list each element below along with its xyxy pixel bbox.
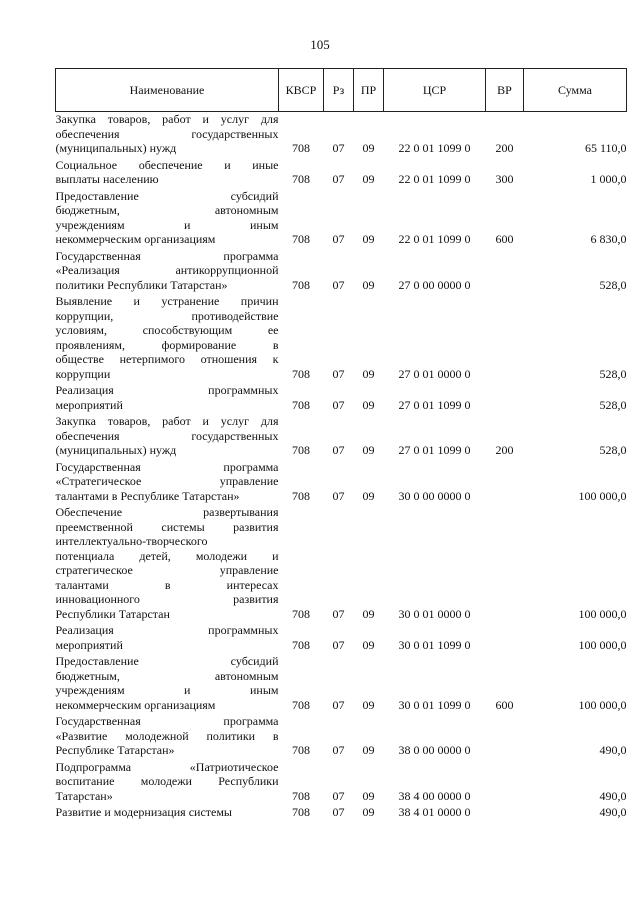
cell-vr: 200 [495,141,514,155]
cell-name-line: Государственная программа [55,714,279,728]
cell-name-line: учреждениям и иным [55,217,279,232]
table-row [56,805,627,822]
cell-name [56,805,279,822]
cell-sum: 528,0 [599,366,627,381]
cell-kvsr: 708 [292,172,310,186]
cell-sum: 528,0 [599,277,627,292]
cell-name-line: Закупка товаров, работ и услуг для [55,112,279,126]
cell-csr: 30 0 01 1099 0 [398,697,471,712]
cell-name-line: бюджетным, автономным [55,668,279,683]
cell-kvsr: 708 [292,277,310,292]
cell-vr [486,294,524,383]
cell-sum: 100 000,0 [578,697,627,712]
cell-pr: 09 [362,743,375,757]
column-header-rz: Рз [324,69,354,112]
table-row [56,414,627,460]
cell-name-line: обществе нетерпимого отношения к [55,352,279,366]
cell-csr: 38 4 01 0000 0 [398,805,471,819]
cell-sum: 490,0 [599,743,627,757]
cell-vr [486,760,524,806]
cell-name-line: талантами в интересах [55,577,279,592]
cell-name-line: обеспечения государственных [55,126,279,141]
cell-name [56,760,279,806]
column-header-pr: ПР [354,69,384,112]
cell-vr: 600 [495,232,514,246]
cell-rz: 07 [332,637,345,652]
cell-rz: 07 [332,743,345,757]
cell-name-line: Реализация программных [55,623,279,637]
budget-table [55,68,627,822]
cell-name-line: коррупции [55,366,111,381]
cell-kvsr: 708 [292,805,310,819]
table-row [56,623,627,654]
cell-pr: 09 [362,141,375,155]
cell-sum: 100 000,0 [578,488,627,503]
cell-name-line: мероприятий [55,397,123,412]
cell-name-line: «Развитие молодежной политики в [55,728,279,743]
cell-name-line: выплаты населению [55,172,159,186]
cell-pr: 09 [362,397,375,412]
cell-pr: 09 [362,443,375,457]
cell-name [56,158,279,189]
cell-pr: 09 [362,697,375,712]
cell-csr: 27 0 00 0000 0 [398,277,471,292]
table-row [56,714,627,760]
cell-name-line: «Стратегическое управление [55,474,279,488]
cell-name-line: Государственная программа [55,459,279,474]
cell-rz: 07 [332,366,345,381]
cell-vr [486,460,524,506]
cell-name [56,623,279,654]
cell-name [56,249,279,295]
cell-csr: 30 0 01 1099 0 [398,637,471,652]
cell-name-line: Подпрограмма «Патриотическое [55,759,279,774]
cell-kvsr: 708 [292,232,310,246]
cell-sum: 1 000,0 [590,172,627,186]
cell-name-line: Развитие и модернизация системы [55,805,232,819]
cell-name-line: инновационного развития [55,592,279,606]
cell-rz: 07 [332,697,345,712]
cell-pr: 09 [362,488,375,503]
cell-name-line: Предоставление субсидий [55,654,279,668]
cell-name-line: мероприятий [55,637,123,652]
cell-rz: 07 [332,141,345,155]
cell-csr: 22 0 01 1099 0 [398,172,471,186]
table-body [56,112,627,822]
cell-rz: 07 [332,443,345,457]
cell-sum: 100 000,0 [578,606,627,621]
cell-sum: 490,0 [599,805,627,819]
cell-vr: 300 [495,172,514,186]
cell-kvsr: 708 [292,697,310,712]
cell-kvsr: 708 [292,637,310,652]
cell-name-line: коррупции, противодействие [55,308,279,323]
cell-kvsr: 708 [292,606,310,621]
cell-pr: 09 [362,637,375,652]
cell-kvsr: 708 [292,366,310,381]
column-header-kvsr: КВСР [279,69,324,112]
cell-name [56,112,279,158]
cell-sum: 6 830,0 [590,232,627,246]
cell-sum: 65 110,0 [584,141,627,155]
cell-name [56,505,279,623]
cell-pr: 09 [362,805,375,819]
cell-vr [486,805,524,822]
cell-name-line: Республики Татарстан [55,606,170,621]
cell-pr: 09 [362,606,375,621]
cell-name-line: бюджетным, автономным [55,203,279,217]
column-header-name: Наименование [56,69,279,112]
cell-name-line: Социальное обеспечение и иные [55,157,279,172]
cell-name-line: преемственной системы развития [55,519,279,534]
cell-name-line: Предоставление субсидий [55,188,279,203]
column-header-csr: ЦСР [384,69,486,112]
cell-csr: 22 0 01 1099 0 [398,232,471,246]
cell-csr: 30 0 01 0000 0 [398,606,471,621]
cell-name-line: Республике Татарстан» [55,743,175,757]
cell-name-line: (муниципальных) нужд [55,443,177,457]
cell-sum: 528,0 [599,397,627,412]
cell-vr [486,383,524,414]
cell-name [56,294,279,383]
cell-sum: 528,0 [599,443,627,457]
cell-vr [486,249,524,295]
table-row [56,505,627,623]
table-row [56,249,627,295]
cell-kvsr: 708 [292,141,310,155]
cell-kvsr: 708 [292,443,310,457]
cell-name-line: политики Республики Татарстан» [55,277,228,292]
cell-name-line: Закупка товаров, работ и услуг для [55,414,279,428]
cell-name-line: (муниципальных) нужд [55,141,177,155]
table-row [56,112,627,158]
cell-rz: 07 [332,488,345,503]
cell-rz: 07 [332,606,345,621]
cell-name-line: Выявление и устранение причин [55,294,279,308]
cell-name-line: Реализация программных [55,383,279,397]
cell-vr [486,623,524,654]
table-row [56,460,627,506]
cell-kvsr: 708 [292,743,310,757]
cell-name-line: потенциала детей, молодежи и [55,548,279,563]
cell-name-line: интеллектуально-творческого [55,534,208,548]
cell-name-line: Обеспечение развертывания [55,505,279,519]
cell-name-line: учреждениям и иным [55,683,279,697]
cell-pr: 09 [362,232,375,246]
cell-name-line: «Реализация антикоррупционной [55,263,279,277]
cell-pr: 09 [362,277,375,292]
column-header-sum: Сумма [524,69,627,112]
cell-vr: 600 [495,697,514,712]
cell-rz: 07 [332,788,345,803]
cell-name [56,414,279,460]
cell-rz: 07 [332,805,345,819]
cell-vr [486,505,524,623]
table-row [56,189,627,249]
cell-pr: 09 [362,788,375,803]
cell-name [56,460,279,506]
cell-name-line: некоммерческим организациям [55,697,216,712]
cell-kvsr: 708 [292,788,310,803]
cell-csr: 30 0 00 0000 0 [398,488,471,503]
cell-rz: 07 [332,232,345,246]
cell-name-line: некоммерческим организациям [55,232,216,246]
cell-name-line: обеспечения государственных [55,428,279,443]
cell-name-line: воспитание молодежи Республики [55,774,279,788]
cell-pr: 09 [362,172,375,186]
cell-csr: 27 0 01 1099 0 [398,443,471,457]
cell-csr: 38 4 00 0000 0 [398,788,471,803]
cell-name-line: Государственная программа [55,248,279,263]
table-row [56,158,627,189]
cell-name [56,654,279,714]
cell-vr: 200 [495,443,514,457]
cell-name [56,383,279,414]
cell-name [56,714,279,760]
cell-name-line: условиям, способствующим ее [55,323,279,337]
cell-name-line: Татарстан» [55,788,113,803]
cell-csr: 22 0 01 1099 0 [398,141,471,155]
cell-csr: 27 0 01 0000 0 [398,366,471,381]
page-number: 105 [310,37,330,52]
table-row [56,383,627,414]
cell-kvsr: 708 [292,397,310,412]
table-header-row [56,69,627,112]
table-row [56,654,627,714]
cell-rz: 07 [332,397,345,412]
table-row [56,294,627,383]
table-row [56,760,627,806]
cell-name [56,189,279,249]
column-header-vr: ВР [486,69,524,112]
cell-name-line: проявлениям, формирование в [55,337,279,352]
cell-vr [486,714,524,760]
cell-kvsr: 708 [292,488,310,503]
cell-csr: 27 0 01 1099 0 [398,397,471,412]
cell-pr: 09 [362,366,375,381]
cell-csr: 38 0 00 0000 0 [398,743,471,757]
cell-name-line: стратегическое управление [55,563,279,577]
cell-rz: 07 [332,277,345,292]
cell-sum: 490,0 [599,788,627,803]
cell-rz: 07 [332,172,345,186]
cell-name-line: талантами в Республике Татарстан» [55,488,240,503]
cell-sum: 100 000,0 [578,637,627,652]
